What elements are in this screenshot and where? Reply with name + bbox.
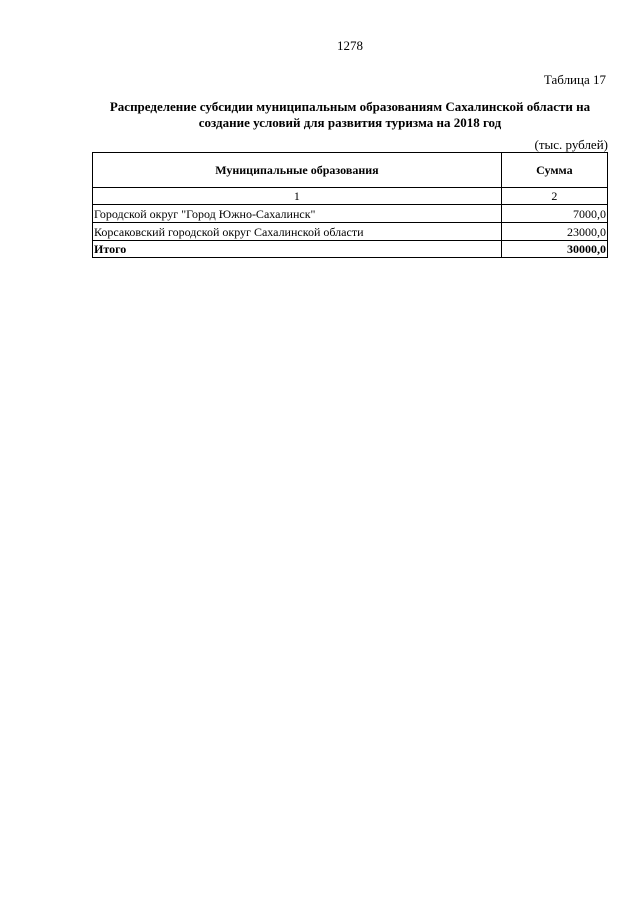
unit-note: (тыс. рублей) bbox=[534, 137, 608, 152]
total-sum: 30000,0 bbox=[501, 241, 607, 258]
table-row bbox=[93, 205, 608, 223]
municipality-name: Городской округ "Город Южно-Сахалинск" bbox=[93, 205, 502, 223]
title-line-1: Распределение субсидии муниципальным образованиям Сахалинской области на bbox=[109, 99, 591, 114]
column-number-1: 1 bbox=[93, 188, 502, 205]
title-line-2: создание условий для развития туризма на 2018 год bbox=[198, 115, 502, 130]
header-municipalities: Муниципальные образования bbox=[93, 153, 502, 188]
header-sum: Сумма bbox=[501, 153, 607, 188]
municipality-name: Корсаковский городской округ Сахалинской области bbox=[93, 223, 502, 241]
subsidy-table bbox=[92, 152, 608, 258]
table-row bbox=[93, 223, 608, 241]
subsidy-sum: 23000,0 bbox=[501, 223, 607, 241]
subsidy-sum: 7000,0 bbox=[501, 205, 607, 223]
total-row bbox=[93, 241, 608, 258]
table-header-row bbox=[93, 153, 608, 188]
column-number-row bbox=[93, 188, 608, 205]
page-number: 1278 bbox=[337, 38, 363, 53]
total-label: Итого bbox=[93, 241, 502, 258]
document-title bbox=[92, 99, 608, 131]
table-label: Таблица 17 bbox=[543, 72, 606, 87]
column-number-2: 2 bbox=[501, 188, 607, 205]
